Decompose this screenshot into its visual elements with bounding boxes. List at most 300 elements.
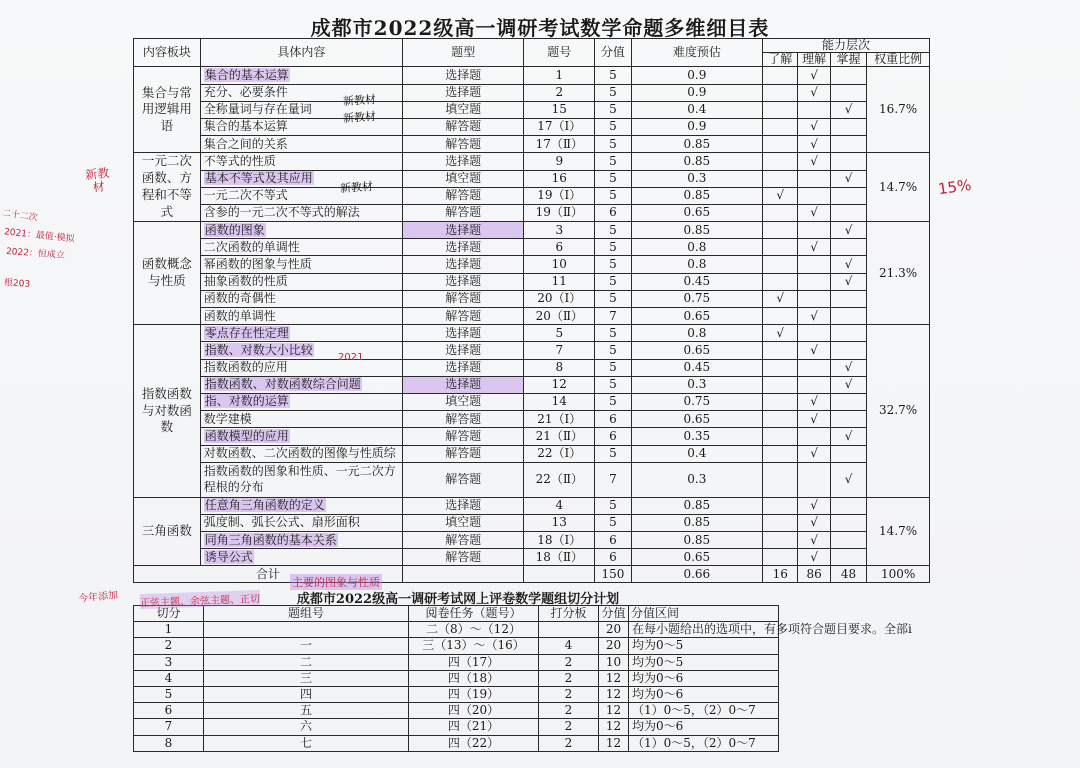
question-number: 21（Ⅰ）	[524, 411, 595, 428]
plan-group: 二	[204, 654, 409, 670]
question-number: 1	[524, 67, 595, 84]
ability-level-cell	[763, 445, 798, 462]
content-text: 零点存在性定理	[204, 325, 289, 340]
spec-table-body	[134, 67, 930, 566]
plan-cut: 3	[134, 654, 204, 670]
ability-level-cell	[763, 84, 798, 101]
table-row	[134, 325, 930, 342]
plan-group	[204, 622, 409, 638]
ability-level-cell	[798, 153, 830, 170]
content-text: 全称量词与存在量词	[203, 102, 312, 117]
question-type: 选择题	[403, 256, 524, 273]
ability-level-cell	[830, 325, 866, 342]
question-number: 20（Ⅱ）	[524, 308, 595, 325]
content-cell	[200, 67, 402, 84]
content-text: 幂函数的图象与性质	[203, 256, 312, 271]
plan-board	[539, 622, 599, 638]
question-number: 12	[524, 376, 595, 393]
header-block: 内容板块	[134, 39, 201, 67]
ability-level-cell	[763, 101, 798, 118]
plan-group: 三	[204, 670, 409, 686]
weight-ratio: 14.7%	[867, 497, 930, 566]
annotation-xinjiaocai-left: 新教材	[84, 165, 110, 195]
header-understand: 理解	[798, 53, 830, 67]
plan-score: 12	[599, 670, 629, 686]
plan-score: 20	[599, 638, 629, 654]
difficulty: 0.75	[631, 290, 762, 307]
plan-task: 四（21）	[409, 719, 539, 735]
ability-level-cell	[830, 376, 866, 393]
question-type: 填空题	[403, 514, 524, 531]
check-mark: √	[810, 411, 818, 426]
question-number: 19（Ⅰ）	[524, 187, 595, 204]
ability-level-cell	[798, 462, 830, 497]
table-row	[134, 273, 930, 290]
ability-level-cell	[798, 325, 830, 342]
score: 6	[595, 532, 631, 549]
question-type: 解答题	[403, 428, 524, 445]
ability-level-cell	[763, 497, 798, 514]
score: 5	[595, 153, 631, 170]
ability-level-cell	[830, 393, 866, 410]
plan-table-body	[134, 622, 912, 752]
content-text: 指数函数的图象和性质、一元二次方程根的分布	[203, 464, 396, 494]
header-ability: 能力层次	[763, 39, 930, 53]
header-master: 掌握	[830, 53, 866, 67]
plan-row	[134, 735, 779, 751]
annotation-bottom-1: 今年添加	[77, 589, 119, 606]
plan-task: 四（20）	[409, 703, 539, 719]
check-mark: √	[776, 291, 785, 306]
question-number: 9	[524, 153, 595, 170]
score: 5	[595, 376, 631, 393]
question-number: 18（Ⅰ）	[524, 532, 595, 549]
annotation-bottom-2: 正弦主题、余弦主题、正切	[140, 590, 260, 609]
score: 5	[595, 136, 631, 153]
content-text: 一元二次不等式	[203, 188, 288, 203]
ability-level-cell	[763, 290, 798, 307]
question-number: 13	[524, 514, 595, 531]
plan-board: 2	[539, 703, 599, 719]
header-score: 分值	[595, 39, 631, 67]
question-number: 17（Ⅰ）	[524, 118, 595, 135]
score: 5	[595, 393, 631, 410]
check-mark: √	[810, 239, 818, 254]
annotation-xinjiaocai-1: 新教材	[342, 92, 377, 109]
table-row	[134, 118, 930, 135]
question-type: 选择题	[403, 497, 524, 514]
check-mark: √	[810, 515, 818, 530]
question-type: 解答题	[403, 118, 524, 135]
check-mark: √	[844, 428, 853, 443]
ability-level-cell	[763, 153, 798, 170]
plan-header-score: 分值	[599, 606, 629, 622]
annotation-left-4: 根203	[3, 278, 31, 290]
plan-score: 20	[599, 622, 629, 638]
plan-task: 四（19）	[409, 686, 539, 702]
question-type: 选择题	[403, 239, 524, 256]
content-text: 二次函数的单调性	[203, 239, 300, 254]
difficulty: 0.9	[631, 67, 762, 84]
content-cell	[200, 497, 402, 514]
content-cell	[200, 549, 402, 566]
plan-cut: 2	[134, 638, 204, 654]
table-row	[134, 67, 930, 84]
difficulty: 0.85	[631, 532, 762, 549]
annotation-left-3: 2022：恒成立	[5, 246, 66, 262]
question-type: 解答题	[403, 204, 524, 221]
score: 5	[595, 325, 631, 342]
score: 5	[595, 239, 631, 256]
question-type: 选择题	[403, 153, 524, 170]
content-cell	[200, 325, 402, 342]
plan-cut: 8	[134, 735, 204, 751]
difficulty: 0.85	[631, 153, 762, 170]
table-row	[134, 411, 930, 428]
ability-level-cell	[763, 204, 798, 221]
ability-level-cell	[763, 187, 798, 204]
ability-level-cell	[763, 411, 798, 428]
check-mark: √	[844, 222, 853, 237]
question-number: 4	[524, 497, 595, 514]
header-content: 具体内容	[200, 39, 402, 67]
plan-group: 六	[204, 719, 409, 735]
table-row	[134, 101, 930, 118]
plan-table	[133, 605, 912, 752]
ability-level-cell	[798, 393, 830, 410]
question-type: 解答题	[403, 136, 524, 153]
score: 6	[595, 428, 631, 445]
content-text: 指数、对数大小比较	[204, 342, 313, 357]
check-mark: √	[810, 136, 818, 151]
ability-level-cell	[830, 359, 866, 376]
content-cell	[200, 308, 402, 325]
score: 5	[595, 256, 631, 273]
content-text: 同角三角函数的基本关系	[204, 532, 337, 547]
content-text: 任意角三角函数的定义	[204, 498, 325, 513]
plan-range: （1）0～5，（2）0～7	[629, 735, 779, 751]
plan-score: 10	[599, 654, 629, 670]
ability-level-cell	[830, 256, 866, 273]
content-text: 集合的基本运算	[203, 119, 288, 134]
ability-level-cell	[830, 532, 866, 549]
plan-group: 四	[204, 686, 409, 702]
ability-level-cell	[763, 136, 798, 153]
question-number: 14	[524, 393, 595, 410]
plan-board: 2	[539, 735, 599, 751]
ability-level-cell	[763, 393, 798, 410]
table-row	[134, 256, 930, 273]
ability-level-cell	[798, 549, 830, 566]
difficulty: 0.65	[631, 308, 762, 325]
score: 5	[595, 118, 631, 135]
table-row	[134, 514, 930, 531]
content-text: 函数的单调性	[203, 308, 276, 323]
plan-task: 二（8）～（12）	[409, 622, 539, 638]
difficulty: 0.65	[631, 342, 762, 359]
table-row	[134, 153, 930, 170]
ability-level-cell	[763, 376, 798, 393]
question-type: 填空题	[403, 393, 524, 410]
ability-level-cell	[798, 136, 830, 153]
score: 5	[595, 290, 631, 307]
plan-range: 均为0～6	[629, 670, 779, 686]
plan-group: 一	[204, 638, 409, 654]
check-mark: √	[844, 171, 853, 185]
plan-score: 12	[599, 703, 629, 719]
plan-row	[134, 703, 779, 719]
content-cell	[200, 204, 402, 221]
ability-level-cell	[798, 376, 830, 393]
content-text: 含参的一元二次不等式的解法	[203, 205, 360, 220]
ability-level-cell	[830, 136, 866, 153]
annotation-xinjiaocai-3: 新教材	[339, 179, 374, 196]
check-mark: √	[810, 394, 818, 409]
difficulty: 0.8	[631, 256, 762, 273]
content-cell	[200, 342, 402, 359]
table-row	[134, 342, 930, 359]
content-text: 不等式的性质	[203, 153, 276, 168]
content-cell	[200, 411, 402, 428]
ability-level-cell	[830, 428, 866, 445]
plan-score: 12	[599, 735, 629, 751]
ability-level-cell	[763, 222, 798, 239]
check-mark: √	[844, 360, 853, 375]
ability-level-cell	[763, 514, 798, 531]
ability-level-cell	[763, 532, 798, 549]
content-cell	[200, 239, 402, 256]
check-mark: √	[810, 153, 818, 168]
total-understand-basic: 16	[763, 566, 798, 583]
content-text: 对数函数、二次函数的图像与性质综	[203, 446, 396, 460]
difficulty: 0.65	[631, 204, 762, 221]
ability-level-cell	[830, 170, 866, 187]
table-row	[134, 290, 930, 307]
ability-level-cell	[798, 67, 830, 84]
table-row	[134, 428, 930, 445]
difficulty: 0.85	[631, 514, 762, 531]
question-number: 22（Ⅱ）	[524, 462, 595, 497]
question-type: 选择题	[403, 67, 524, 84]
score: 6	[595, 549, 631, 566]
content-text: 充分、必要条件	[203, 85, 288, 100]
table-row	[134, 222, 930, 239]
score: 5	[595, 222, 631, 239]
ability-level-cell	[798, 514, 830, 531]
ability-level-cell	[830, 549, 866, 566]
plan-board: 2	[539, 686, 599, 702]
ability-level-cell	[830, 342, 866, 359]
check-mark: √	[810, 498, 818, 513]
content-text: 抽象函数的性质	[203, 274, 288, 289]
check-mark: √	[810, 205, 818, 220]
ability-level-cell	[763, 359, 798, 376]
question-number: 8	[524, 359, 595, 376]
content-text: 指、对数的运算	[204, 394, 289, 409]
difficulty: 0.8	[631, 239, 762, 256]
ability-level-cell	[830, 411, 866, 428]
content-cell	[200, 462, 402, 497]
ability-level-cell	[798, 359, 830, 376]
ability-level-cell	[798, 187, 830, 204]
ability-level-cell	[798, 532, 830, 549]
plan-score: 12	[599, 686, 629, 702]
check-mark: √	[810, 342, 818, 357]
plan-row	[134, 622, 779, 638]
score: 5	[595, 187, 631, 204]
difficulty: 0.45	[631, 273, 762, 290]
check-mark: √	[844, 102, 853, 117]
plan-board: 2	[539, 654, 599, 670]
difficulty: 0.85	[631, 222, 762, 239]
score: 5	[595, 445, 631, 462]
difficulty: 0.4	[631, 445, 762, 462]
table-row	[134, 393, 930, 410]
annotation-left-2: 2021：最值·模拟	[3, 227, 75, 245]
difficulty: 0.4	[631, 101, 762, 118]
question-number: 6	[524, 239, 595, 256]
table-row	[134, 239, 930, 256]
table-row	[134, 445, 930, 462]
ability-level-cell	[763, 342, 798, 359]
table-row	[134, 376, 930, 393]
ability-level-cell	[830, 462, 866, 497]
content-text: 函数的奇偶性	[203, 291, 276, 306]
weight-ratio: 21.3%	[867, 222, 930, 325]
annotation-xinjiaocai-2: 新教材	[342, 109, 377, 126]
check-mark: √	[810, 549, 818, 564]
ability-level-cell	[798, 170, 830, 187]
content-block: 一元二次函数、方程和不等式	[134, 153, 201, 222]
content-cell	[200, 290, 402, 307]
ability-level-cell	[763, 325, 798, 342]
header-understand-basic: 了解	[763, 53, 798, 67]
score: 5	[595, 359, 631, 376]
difficulty: 0.85	[631, 136, 762, 153]
ability-level-cell	[763, 549, 798, 566]
header-number: 题号	[524, 39, 595, 67]
table-row	[134, 170, 930, 187]
question-number: 16	[524, 170, 595, 187]
ability-level-cell	[798, 445, 830, 462]
weight-ratio: 32.7%	[867, 325, 930, 498]
question-type: 选择题	[403, 342, 524, 359]
annotation-year-2021: 2021	[338, 352, 364, 363]
total-understand: 86	[798, 566, 830, 583]
question-type: 选择题	[403, 84, 524, 101]
plan-board: 4	[539, 638, 599, 654]
plan-header-group: 题组号	[204, 606, 409, 622]
spec-table	[133, 38, 930, 583]
ability-level-cell	[798, 308, 830, 325]
total-label: 合计	[256, 566, 281, 581]
question-number: 17（Ⅱ）	[524, 136, 595, 153]
ability-level-cell	[830, 445, 866, 462]
ability-level-cell	[763, 239, 798, 256]
score: 7	[595, 462, 631, 497]
difficulty: 0.9	[631, 84, 762, 101]
content-text: 指数函数的应用	[203, 360, 288, 375]
table-row	[134, 187, 930, 204]
plan-task: 四（22）	[409, 735, 539, 751]
check-mark: √	[844, 256, 853, 271]
content-text: 弧度制、弧长公式、扇形面积	[203, 515, 360, 530]
plan-cut: 6	[134, 703, 204, 719]
content-text: 数学建模	[203, 411, 252, 426]
ability-level-cell	[830, 187, 866, 204]
ability-level-cell	[798, 204, 830, 221]
ability-level-cell	[830, 239, 866, 256]
question-type: 选择题	[403, 325, 524, 342]
table-row	[134, 308, 930, 325]
question-number: 10	[524, 256, 595, 273]
question-number: 2	[524, 84, 595, 101]
difficulty: 0.45	[631, 359, 762, 376]
table-row	[134, 462, 930, 497]
content-cell	[200, 532, 402, 549]
question-number: 22（Ⅰ）	[524, 445, 595, 462]
total-master: 48	[830, 566, 866, 583]
content-cell	[200, 359, 402, 376]
question-number: 19（Ⅱ）	[524, 204, 595, 221]
ability-level-cell	[830, 204, 866, 221]
content-cell	[200, 153, 402, 170]
total-type-cell	[403, 566, 524, 583]
weight-ratio: 16.7%	[867, 67, 930, 153]
ability-level-cell	[830, 514, 866, 531]
content-text: 诱导公式	[204, 549, 253, 564]
score: 5	[595, 67, 631, 84]
ability-level-cell	[798, 290, 830, 307]
difficulty: 0.65	[631, 411, 762, 428]
header-type: 题型	[403, 39, 524, 67]
ability-level-cell	[798, 101, 830, 118]
difficulty: 0.35	[631, 428, 762, 445]
plan-header-board: 打分板	[539, 606, 599, 622]
content-cell	[200, 428, 402, 445]
check-mark: √	[810, 532, 818, 547]
ability-level-cell	[830, 153, 866, 170]
check-mark: √	[810, 446, 818, 460]
score: 5	[595, 101, 631, 118]
ability-level-cell	[798, 428, 830, 445]
ability-level-cell	[798, 222, 830, 239]
check-mark: √	[810, 85, 818, 100]
question-type: 选择题	[403, 376, 524, 393]
question-type: 解答题	[403, 308, 524, 325]
content-text: 函数的图象	[204, 222, 265, 237]
ability-level-cell	[798, 256, 830, 273]
question-number: 11	[524, 273, 595, 290]
total-score: 150	[595, 566, 631, 583]
check-mark: √	[844, 472, 853, 487]
plan-board: 2	[539, 719, 599, 735]
score: 5	[595, 170, 631, 187]
table-row	[134, 359, 930, 376]
question-type: 填空题	[403, 170, 524, 187]
weight-ratio: 14.7%	[867, 153, 930, 222]
plan-range: 均为0～6	[629, 719, 779, 735]
ability-level-cell	[830, 273, 866, 290]
question-number: 3	[524, 222, 595, 239]
check-mark: √	[844, 274, 853, 289]
ability-level-cell	[830, 84, 866, 101]
ability-level-cell	[763, 118, 798, 135]
content-cell	[200, 222, 402, 239]
total-difficulty: 0.66	[631, 566, 762, 583]
ability-level-cell	[830, 222, 866, 239]
plan-task: 四（18）	[409, 670, 539, 686]
